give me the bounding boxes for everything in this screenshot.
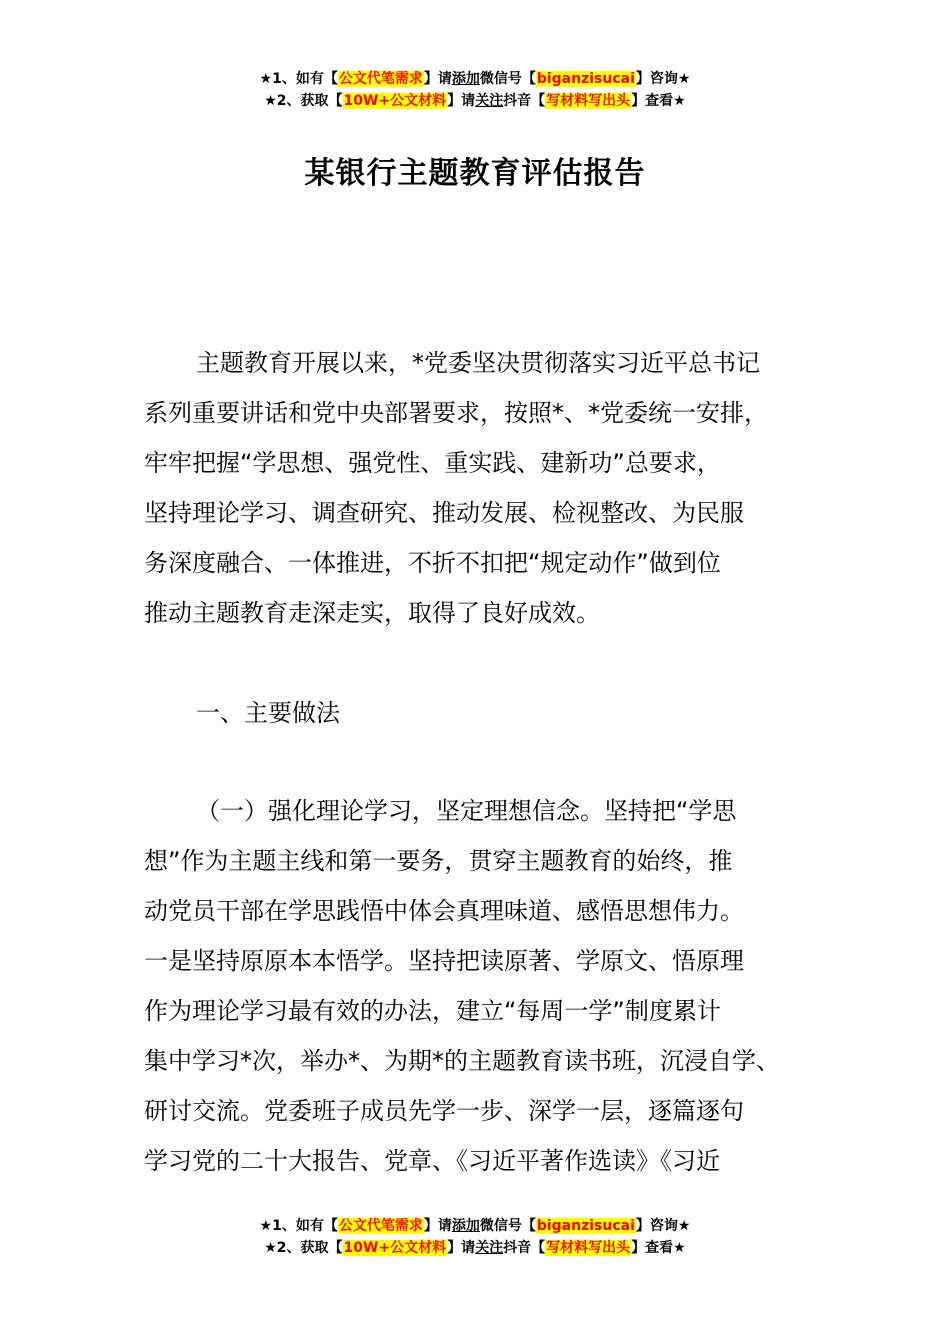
- banner-highlight: 写材料写出头: [546, 1240, 631, 1256]
- banner-text: 】请: [447, 93, 476, 109]
- text-line: 一是坚持原原本本悟学。坚持把读原著、学原文、悟原理: [144, 947, 744, 975]
- document-title: 某银行主题教育评估报告: [304, 156, 646, 191]
- banner-text: 】查看★: [631, 1240, 686, 1256]
- text-line: 想”作为主题主线和第一要务，贯穿主题教育的始终，推: [144, 847, 733, 875]
- section-heading: [144, 688, 824, 738]
- text-line: （一）强化理论学习，坚定理想信念。坚持把“学思: [196, 797, 737, 825]
- banner-line-2: [0, 1237, 950, 1259]
- banner-underlined: 添加: [451, 71, 480, 87]
- section-heading-text: 一、主要做法: [196, 699, 340, 727]
- banner-text: 抖音【: [503, 93, 546, 109]
- banner-text: ★2、获取【: [264, 1240, 343, 1256]
- banner-text: 】请: [447, 1240, 476, 1256]
- intro-paragraph: [144, 338, 824, 638]
- banner-line-2: [0, 90, 950, 112]
- banner-highlight: 写材料写出头: [546, 93, 631, 109]
- banner-text: ★2、获取【: [264, 93, 343, 109]
- banner-highlight: 10W+公文材料: [343, 1240, 447, 1256]
- text-line: 动党员干部在学思践悟中体会真理味道、感悟思想伟力。: [144, 897, 744, 925]
- footer-banner: [0, 1215, 950, 1259]
- banner-highlight: biganzisucai: [536, 71, 635, 87]
- banner-underlined: 添加: [451, 1218, 480, 1234]
- banner-text: 】请: [423, 1218, 452, 1234]
- banner-highlight: biganzisucai: [536, 1218, 635, 1234]
- banner-text: 】咨询★: [635, 1218, 691, 1234]
- text-line: 系列重要讲话和党中央部署要求，按照*、*党委统一安排，: [144, 399, 768, 427]
- banner-text: 抖音【: [503, 1240, 546, 1256]
- text-line: 作为理论学习最有效的办法，建立“每周一学”制度累计: [144, 997, 721, 1025]
- banner-text: 微信号【: [479, 71, 536, 87]
- text-line: 主题教育开展以来，*党委坚决贯彻落实习近平总书记: [196, 349, 760, 377]
- banner-text: 】查看★: [631, 93, 686, 109]
- banner-highlight: 10W+公文材料: [343, 93, 447, 109]
- banner-text: 】请: [423, 71, 452, 87]
- text-line: 学习党的二十大报告、党章、《习近平著作选读》《习近: [144, 1147, 720, 1175]
- banner-underlined: 关注: [475, 93, 504, 109]
- banner-line-1: [0, 1215, 950, 1237]
- banner-text: 微信号【: [479, 1218, 536, 1234]
- header-banner: [0, 68, 950, 112]
- text-line: 研讨交流。党委班子成员先学一步、深学一层，逐篇逐句: [144, 1097, 744, 1125]
- banner-highlight: 公文代笔需求: [338, 71, 423, 87]
- banner-underlined: 关注: [475, 1240, 504, 1256]
- text-line: 务深度融合、一体推进，不折不扣把“规定动作”做到位: [144, 549, 721, 577]
- banner-text: 】咨询★: [635, 71, 691, 87]
- banner-text: ★1、如有【: [259, 1218, 338, 1234]
- text-line: 牢牢把握“学思想、强党性、重实践、建新功”总要求，: [144, 449, 721, 477]
- banner-highlight: 公文代笔需求: [338, 1218, 423, 1234]
- text-line: 集中学习*次，举办*、为期*的主题教育读书班，沉浸自学、: [144, 1047, 780, 1075]
- banner-line-1: [0, 68, 950, 90]
- text-line: 坚持理论学习、调查研究、推动发展、检视整改、为民服: [144, 499, 744, 527]
- banner-text: ★1、如有【: [259, 71, 338, 87]
- body-paragraph: [144, 786, 824, 1186]
- text-line: 推动主题教育走深走实，取得了良好成效。: [144, 599, 600, 627]
